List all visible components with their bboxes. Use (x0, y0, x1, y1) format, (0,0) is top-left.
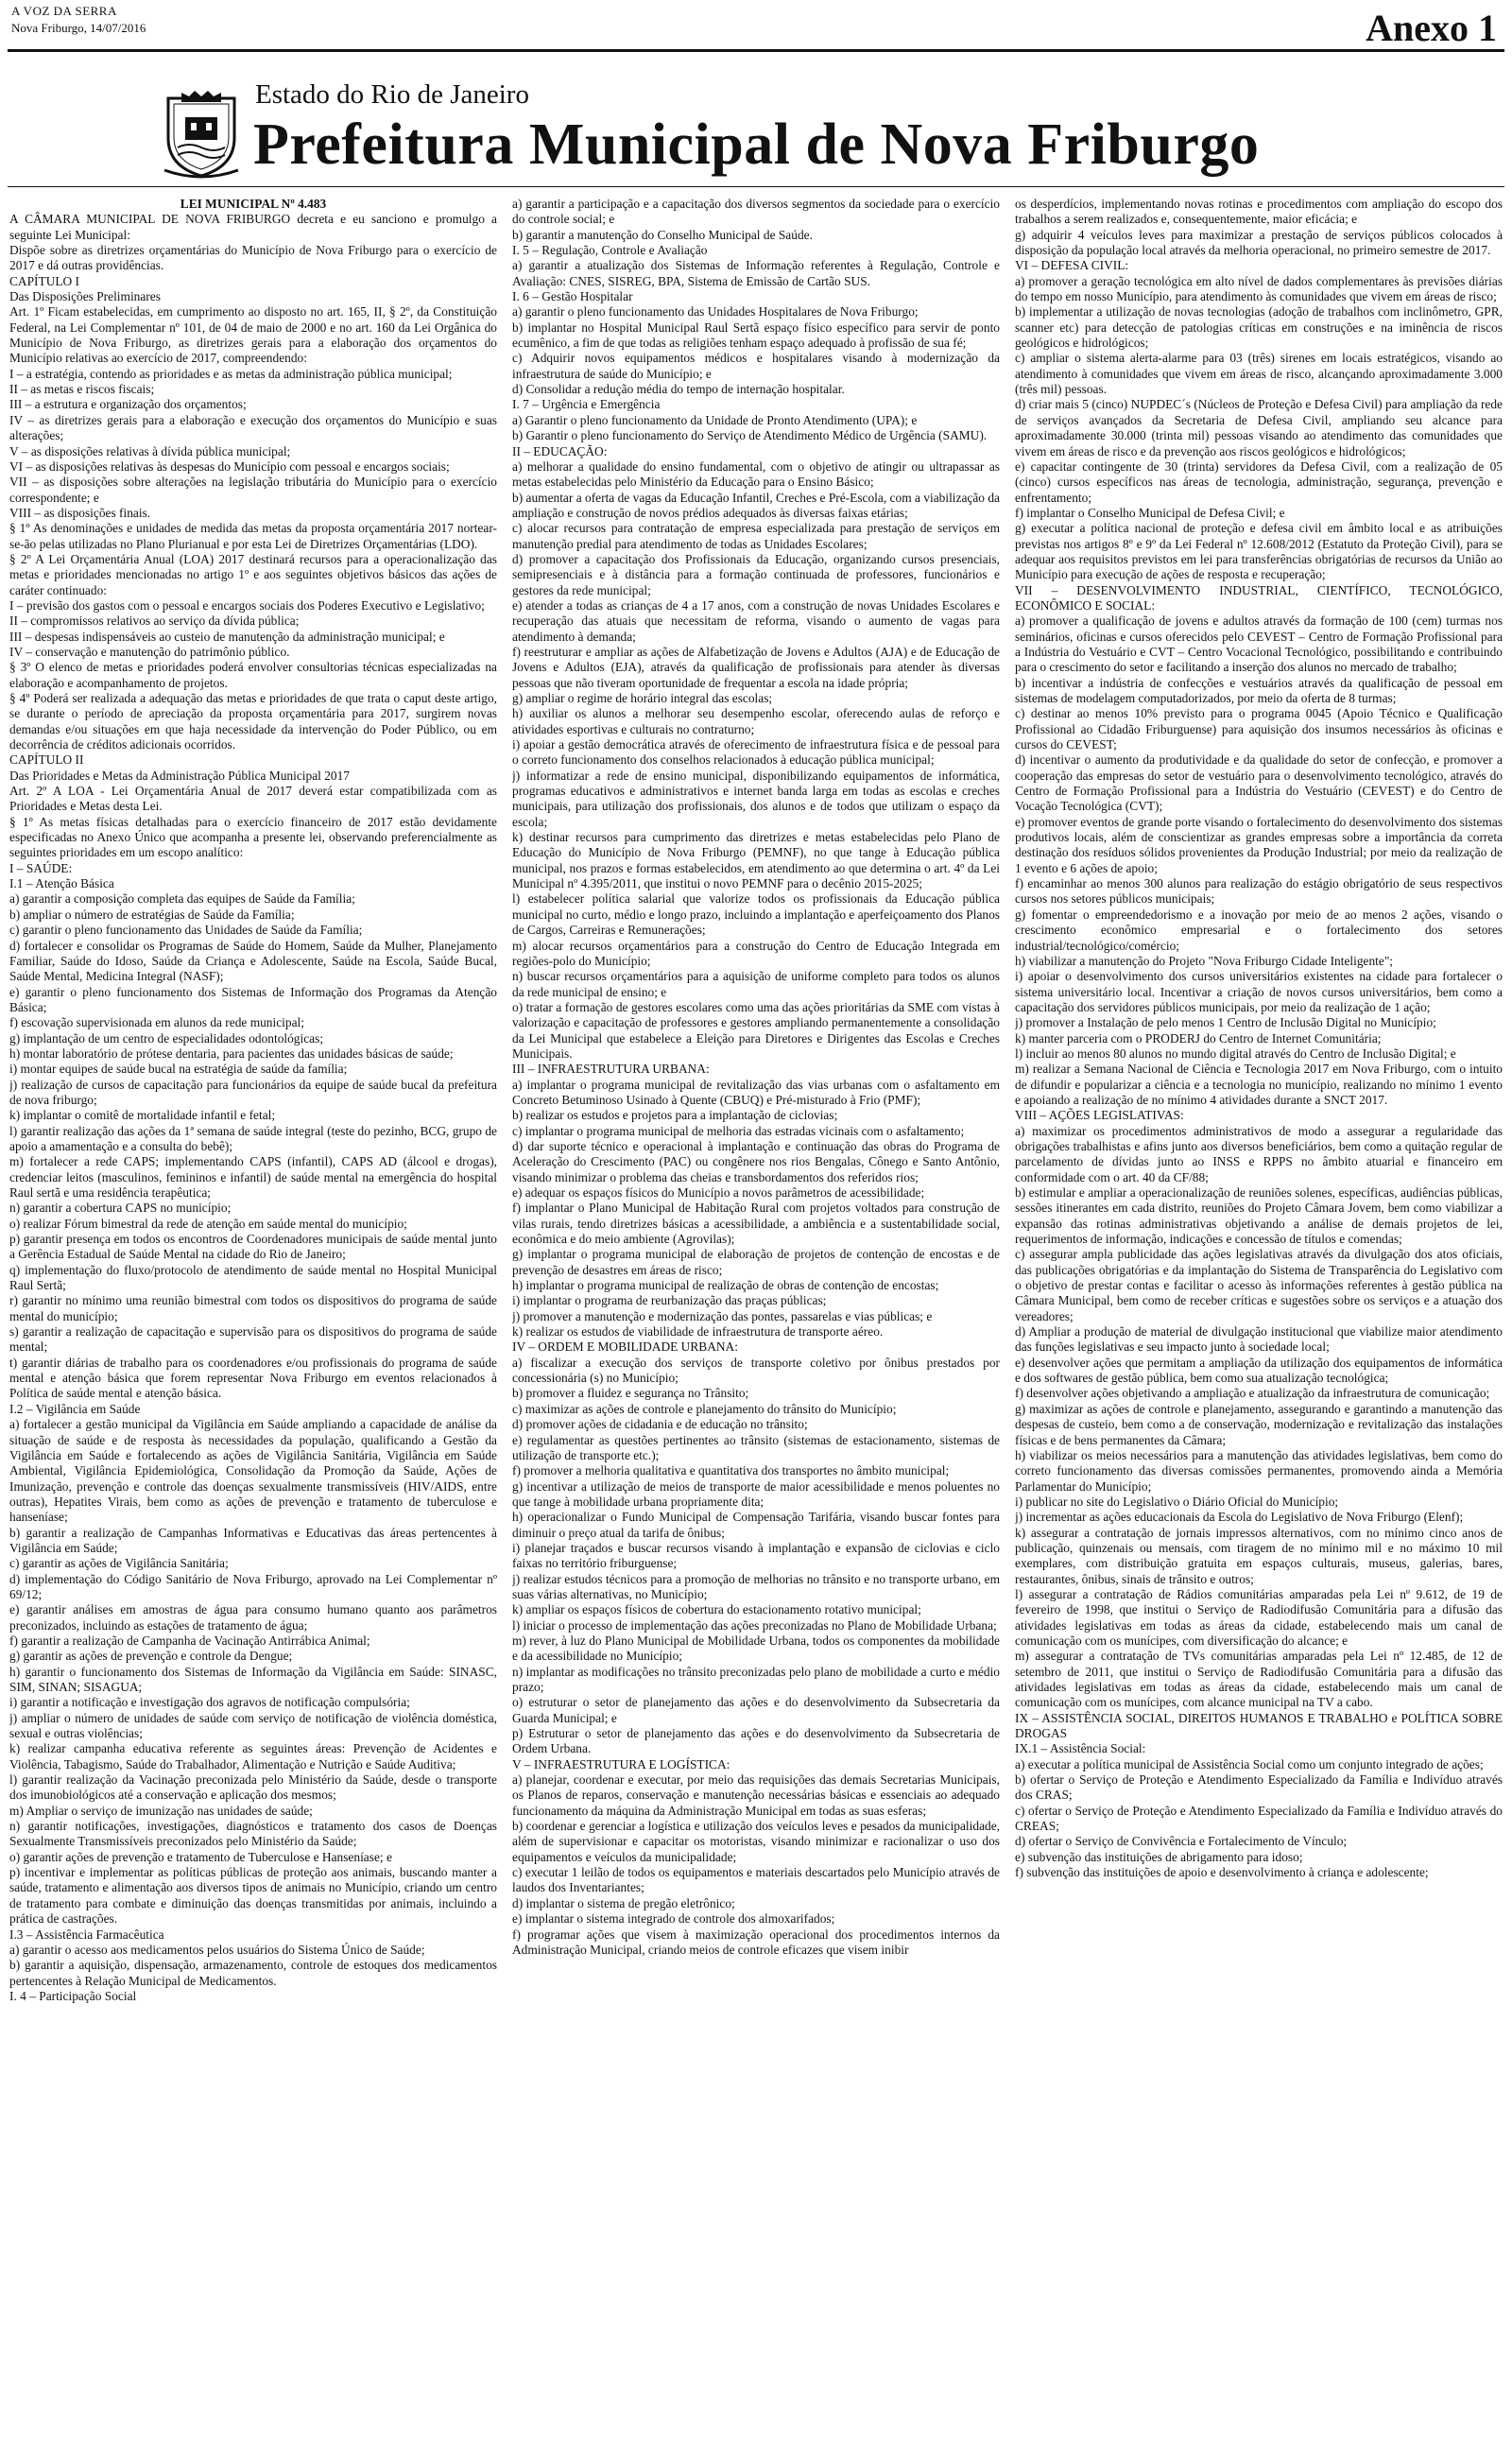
paragraph: o) garantir ações de prevenção e tratamento de Tuberculose e Hanseníase; e (9, 1849, 392, 1864)
paragraph: c) executar 1 leilão de todos os equipamentos e materiais descartados pelo Município através de laudos dos Inventariantes; (512, 1865, 1000, 1895)
paragraph: a) garantir a composição completa das equipes de Saúde da Família; (9, 891, 355, 907)
paragraph: e) regulamentar as questões pertinentes ao trânsito (sistemas de estacionamento, sistemas de utilização de transporte etc.); (512, 1432, 1000, 1462)
paragraph: c) Adquirir novos equipamentos médicos e hospitalares visando à modernização da infraestrutura de saúde do Município; e (512, 351, 1000, 381)
paragraph: I. 5 – Regulação, Controle e Avaliação (512, 243, 708, 258)
paragraph: c) destinar ao menos 10% previsto para o programa 0045 (Apoio Técnico e Qualificação Profissional ao Cidadão Friburguense) para aquisição dos insumos necessários às oficinas e cursos do CEVEST; (1015, 706, 1503, 752)
paragraph: m) rever, à luz do Plano Municipal de Mobilidade Urbana, todos os componentes da mobilidade e da acessibilidade no Município; (512, 1633, 1000, 1664)
paragraph: d) implementação do Código Sanitário de Nova Friburgo, aprovado na Lei Complementar nº 69/12; (9, 1571, 497, 1601)
paragraph: a) executar a política municipal de Assistência Social como um conjunto integrado de ações; (1015, 1756, 1484, 1771)
paragraph: n) garantir notificações, investigações, diagnósticos e tratamento dos casos de Doenças Sexualmente Transmissíveis preconizados pelo Ministério da Saúde; (9, 1819, 497, 1849)
paragraph: k) destinar recursos para cumprimento das diretrizes e metas estabelecidas pelo Plano de Educação do Município de Nova Friburgo (PEMNF), no que tange à Educação pública municipal, nos prazos e formas estabelecidos, em atendimento ao que determina o art. 4º da Lei Municipal nº 4.395/2011, que institui o novo PEMNF para o decênio 2015-2025; (512, 830, 1000, 891)
paragraph: f) programar ações que visem à maximização operacional dos procedimentos internos da Administração Municipal, criando meios de controle eficazes que visem inibir (512, 1927, 1000, 1957)
paragraph: e) garantir análises em amostras de água para consumo humano quanto aos parâmetros preconizados, incluindo as estações de tratamento de água; (9, 1602, 497, 1633)
text-column-2 (512, 197, 1000, 2446)
paragraph: CAPÍTULO II (9, 752, 84, 768)
paragraph: LEI MUNICIPAL Nº 4.483 (180, 197, 327, 211)
paragraph: II – as metas e riscos fiscais; (9, 382, 155, 397)
paragraph: a) garantir o pleno funcionamento das Unidades Hospitalares de Nova Friburgo; (512, 304, 919, 320)
paragraph: a) planejar, coordenar e executar, por meio das requisições das demais Secretarias Municipais, os Planos de reparos, conservação e manutenção necessárias básicas e essenciais ao adequado funcionamento da máquina da Administração Municipal em todas as suas esferas; (512, 1772, 1000, 1818)
paragraph: e) adequar os espaços físicos do Município a novos parâmetros de acessibilidade; (512, 1185, 925, 1200)
paragraph: j) promover a manutenção e modernização das pontes, passarelas e vias públicas; e (512, 1308, 933, 1323)
paragraph: c) alocar recursos para contratação de empresa especializada para prestação de serviços em manutenção predial para atendimento de todas as Unidades Escolares; (512, 521, 1000, 551)
paragraph: d) criar mais 5 (cinco) NUPDEC´s (Núcleos de Proteção e Defesa Civil) para ampliação da rede de serviços avançados da Secretaria de Defesa Civil, ampliando seu alcance para aproximadamente 30.000 (trinta mil) pessoas visando ao atendimento das comunidades que vivem em áreas de risco e da prevenção aos riscos geológicos e hidrológicos; (1015, 397, 1503, 458)
paragraph: l) estabelecer política salarial que valorize todos os profissionais da Educação pública municipal no curto, médio e longo prazo, incluindo a implantação e aperfeiçoamento dos Planos de Cargos, Carreiras e Remunerações; (512, 891, 1000, 938)
paragraph: h) viabilizar a manutenção do Projeto "Nova Friburgo Cidade Inteligente"; (1015, 953, 1394, 968)
paragraph: p) Estruturar o setor de planejamento das ações e do desenvolvimento da Subsecretaria de Ordem Urbana. (512, 1726, 1000, 1756)
paragraph: s) garantir a realização de capacitação e supervisão para os dispositivos do programa de saúde mental; (9, 1324, 497, 1355)
paragraph: IX.1 – Assistência Social: (1015, 1741, 1146, 1756)
paragraph: d) incentivar o aumento da produtividade e da qualidade do setor de confecção, e promover a cooperação das empresas do setor de vestuário para o desenvolvimento tecnológico, através do Centro de Formação Profissional para a Indústria do Vestuário (CEVEST) e do Centro de Vocação Tecnológica (CVT); (1015, 752, 1503, 814)
paragraph: I.1 – Atenção Básica (9, 876, 114, 891)
paragraph: l) garantir realização das ações da 1ª semana de saúde integral (teste do pezinho, BCG, grupo de apoio a amamentação e a consulta do bebê); (9, 1123, 497, 1153)
paragraph: VII – as disposições sobre alterações na legislação tributária do Município para o exercício correspondente; e (9, 475, 497, 505)
paragraph: o) tratar a formação de gestores escolares como uma das ações prioritárias da SME com vistas à valorização e capacitação de professores e gestores ampliando permanentemente a consolidação da Lei Municipal que estabelece a Eleição para Diretores e Dirigentes das Escolas e Creches Municipais. (512, 999, 1000, 1061)
paragraph: p) incentivar e implementar as políticas públicas de proteção aos animais, buscando manter a saúde, tratamento e alimentação aos diversos tipos de animais no Município, criando um centro de tratamento para combate e diminuição das doenças transmitidas por animais, incluindo a prática de castrações. (9, 1865, 497, 1927)
paragraph: g) fomentar o empreendedorismo e a inovação por meio de ao menos 2 ações, visando o crescimento econômico empresarial e o fortalecimento dos setores industrial/tecnológico/comércio; (1015, 907, 1503, 953)
document-body (9, 197, 1503, 2446)
paragraph: m) Ampliar o serviço de imunização nas unidades de saúde; (9, 1803, 313, 1818)
paragraph: a) melhorar a qualidade do ensino fundamental, com o objetivo de atingir ou ultrapassar as metas estabelecidas pelo Ministério da Educação para o Ensino Básico; (512, 458, 1000, 490)
paragraph: b) coordenar e gerenciar a logística e utilização dos veículos leves e pesados da municipalidade, além de supervisionar e capacitar os motoristas, visando minimizar e racionalizar o uso dos equipamentos e veículos da municipalidade; (512, 1819, 1000, 1864)
paragraph: d) Consolidar a redução média do tempo de internação hospitalar. (512, 382, 845, 397)
paragraph: b) Garantir o pleno funcionamento do Serviço de Atendimento Médico de Urgência (SAMU). (512, 428, 988, 443)
paragraph: e) desenvolver ações que permitam a ampliação da utilização dos equipamentos de informática e dos softwares de gestão pública, bem como sua atualização tecnológica; (1015, 1355, 1503, 1386)
paragraph: f) subvenção das instituições de apoio e desenvolvimento à criança e adolescente; (1015, 1865, 1429, 1880)
paragraph: VIII – AÇÕES LEGISLATIVAS: (1015, 1108, 1184, 1123)
paragraph: e) subvenção das instituições de abrigamento para idoso; (1015, 1849, 1303, 1864)
paragraph: i) planejar traçados e buscar recursos visando à implantação e expansão de ciclovias e ciclo faixas no território friburguense; (512, 1540, 1000, 1571)
paragraph: f) garantir a realização de Campanha de Vacinação Antirrábica Animal; (9, 1633, 370, 1648)
publication-name: A VOZ DA SERRA (11, 4, 117, 18)
paragraph: f) implantar o Plano Municipal de Habitação Rural com projetos voltados para construção de vilas rurais, tendo diretrizes básicas a acessibilidade, a ambiência e a sustentabilidade social, econômica e do meio ambiente (Agrovilas); (512, 1201, 1000, 1247)
page-title: Prefeitura Municipal de Nova Friburgo (253, 112, 1260, 177)
paragraph: k) implantar o comitê de mortalidade infantil e fetal; (9, 1108, 276, 1123)
paragraph: f) escovação supervisionada em alunos da rede municipal; (9, 1015, 304, 1030)
paragraph: r) garantir no mínimo uma reunião bimestral com todos os dispositivos do programa de saúde mental do município; (9, 1293, 497, 1323)
paragraph: h) montar laboratório de prótese dentaria, para pacientes das unidades básicas de saúde; (9, 1046, 454, 1061)
paragraph: VI – as disposições relativas às despesas do Município com pessoal e encargos sociais; (9, 458, 450, 474)
paragraph: II – compromissos relativos ao serviço da dívida pública; (9, 614, 300, 629)
paragraph: III – a estrutura e organização dos orçamentos; (9, 397, 247, 412)
paragraph: j) realizar estudos técnicos para a promoção de melhorias no trânsito e no transporte urbano, em suas várias alternativas, no Município; (512, 1571, 1000, 1601)
paragraph: g) maximizar as ações de controle e planejamento, assegurando e garantindo a manutenção das despesas de custeio, bem como a de conservação, modernização e revitalização das instalações físicas e de bens permanentes da Câmara; (1015, 1401, 1503, 1447)
paragraph: k) ampliar os espaços físicos de cobertura do estacionamento rotativo municipal; (512, 1602, 921, 1617)
paragraph: j) incrementar as ações educacionais da Escola do Legislativo de Nova Friburgo (Elenf); (1015, 1510, 1464, 1525)
paragraph: q) implementação do fluxo/protocolo de atendimento de saúde mental no Hospital Municipal Raul Sertã; (9, 1262, 497, 1293)
paragraph: h) operacionalizar o Fundo Municipal de Compensação Tarifária, visando buscar fontes para diminuir o preço atual da tarifa de ônibus; (512, 1510, 1000, 1540)
paragraph: b) garantir a aquisição, dispensação, armazenamento, controle de estoques dos medicamentos pertencentes à Relação Municipal de Medicamentos. (9, 1958, 497, 1988)
paragraph: o) estruturar o setor de planejamento das ações e do desenvolvimento da Subsecretaria da Guarda Municipal; e (512, 1695, 1000, 1725)
paragraph: b) ofertar o Serviço de Proteção e Atendimento Especializado da Família e Indivíduo através dos CRAS; (1015, 1772, 1503, 1803)
paragraph: § 2º A Lei Orçamentária Anual (LOA) 2017 destinará recursos para a operacionalização das metas e prioridades mencionadas no artigo 1º e aos seguintes objetivos básicos das ações de caráter continuado: (9, 551, 497, 597)
paragraph: n) buscar recursos orçamentários para a aquisição de uniforme completo para todos os alunos da rede municipal de ensino; e (512, 969, 1000, 999)
header-divider (8, 186, 1504, 187)
paragraph: I – a estratégia, contendo as prioridades e as metas da administração pública municipal; (9, 366, 453, 381)
paragraph: o) realizar Fórum bimestral da rede de atenção em saúde mental do município; (9, 1216, 407, 1231)
paragraph: b) garantir a realização de Campanhas Informativas e Educativas das áreas pertencentes à Vigilância em Saúde; (9, 1525, 497, 1555)
paragraph: I.2 – Vigilância em Saúde (9, 1401, 141, 1416)
paragraph: h) garantir o funcionamento dos Sistemas de Informação da Vigilância em Saúde: SINASC, SIM, SINAN; SISAGUA; (9, 1664, 497, 1694)
paragraph: p) garantir presença em todos os encontros de Coordenadores municipais de saúde mental junto a Gerência Estadual de Saúde Mental na cidade do Rio de Janeiro; (9, 1232, 497, 1262)
paragraph: e) atender a todas as crianças de 4 a 17 anos, com a construção de novas Unidades Escolares e recuperação das atuais que necessitam de reforma, visando o aumento de vagas para atendimento à demanda; (512, 597, 1000, 644)
paragraph: j) informatizar a rede de ensino municipal, disponibilizando equipamentos de informática, programas educativos e administrativos e internet banda larga em todas as escolas e creches municipais, para utilização dos profissionais, dos alunos e de todos que utilizam o espaço da escola; (512, 768, 1000, 829)
paragraph: f) implantar o Conselho Municipal de Defesa Civil; e (1015, 505, 1285, 520)
paragraph: n) implantar as modificações no trânsito preconizadas pelo plano de mobilidade a curto e médio prazo; (512, 1664, 1000, 1694)
paragraph: i) garantir a notificação e investigação dos agravos de notificação compulsória; (9, 1695, 410, 1710)
paragraph: n) garantir a cobertura CAPS no município; (9, 1201, 232, 1216)
paragraph: g) executar a política nacional de proteção e defesa civil em âmbito local e as atribuições previstas nos artigos 8º e 9º da Lei Federal nº 12.608/2012 (Estatuto da Proteção Civil), para se adequar aos requisitos previstos em lei para transferências obrigatórias de recursos da União ao Município para execução de ações de resposta e recuperação; (1015, 521, 1503, 582)
paragraph: § 3º O elenco de metas e prioridades poderá envolver consultorias técnicas especializadas na elaboração e acompanhamento de projetos. (9, 660, 497, 690)
paragraph: h) auxiliar os alunos a melhorar seu desempenho escolar, oferecendo aulas de reforço e atividades esportivas e culturais no contraturno; (512, 706, 1000, 736)
paragraph: I. 7 – Urgência e Emergência (512, 397, 661, 412)
paragraph: m) assegurar a contratação de TVs comunitárias amparadas pela Lei nº 12.485, de 12 de setembro de 2011, que institui o Serviço de Radiodifusão Comunitária para a difusão das atividades legislativas em todas as áreas da cidade, estabelecendo mais um canal de comunicação com os munícipes, com alcance municipal na TV a cabo. (1015, 1649, 1503, 1710)
paragraph: b) aumentar a oferta de vagas da Educação Infantil, Creches e Pré-Escola, com a viabilização da ampliação e construção de novos prédios adequados às diversas faixas etárias; (512, 490, 1000, 520)
paragraph: c) ampliar o sistema alerta-alarme para 03 (três) sirenes em locais estratégicos, visando ao atendimento à comunidades que vivem em áreas de risco, alcançando aproximadamente 3.000 (três mil) pessoas. (1015, 351, 1503, 397)
paragraph: I – previsão dos gastos com o pessoal e encargos sociais dos Poderes Executivo e Legislativo; (9, 597, 485, 613)
paragraph: § 1º As metas físicas detalhadas para o exercício financeiro de 2017 estão devidamente especificadas no Anexo Único que acompanha a presente lei, observando preferencialmente as seguintes prioridades em um escopo analítico: (9, 814, 497, 860)
paragraph: h) implantar o programa municipal de realização de obras de contenção de encostas; (512, 1278, 939, 1293)
paragraph: m) fortalecer a rede CAPS; implementando CAPS (infantil), CAPS AD (álcool e drogas), credenciar leitos (masculinos, femininos e infantil) de saúde mental na emergência do hospital Raul sertã e uma residência terapêutica; (9, 1154, 497, 1200)
paragraph: § 1º As denominações e unidades de medida das metas da proposta orçamentária 2017 nortear-se-ão pelas utilizadas no Plano Plurianual e por esta Lei de Diretrizes Orçamentárias (LDO). (9, 521, 497, 551)
paragraph: j) realização de cursos de capacitação para funcionários da equipe de saúde bucal da prefeitura de nova friburgo; (9, 1077, 497, 1107)
paragraph: VIII – as disposições finais. (9, 505, 151, 520)
paragraph: d) ofertar o Serviço de Convivência e Fortalecimento de Vínculo; (1015, 1834, 1348, 1849)
paragraph: k) realizar campanha educativa referente as seguintes áreas: Prevenção de Acidentes e Violência, Tabagismo, Saúde do Trabalhador, Alimentação e Nutrição e Saúde Auditiva; (9, 1741, 497, 1771)
paragraph: c) implantar o programa municipal de melhoria das estradas vicinais com o asfaltamento; (512, 1123, 965, 1138)
paragraph: i) publicar no site do Legislativo o Diário Oficial do Município; (1015, 1494, 1339, 1509)
paragraph: f) desenvolver ações objetivando a ampliação e atualização da infraestrutura de comunicação; (1015, 1386, 1490, 1401)
paragraph: l) assegurar a contratação de Rádios comunitárias amparadas pela Lei nº 9.612, de 19 de fevereiro de 1998, que institui o Serviço de Radiodifusão Comunitária para a difusão das atividades legislativas em todas as áreas da cidade, estabelecendo mais um canal de comunicação com os munícipes, com diversificação do alcance; e (1015, 1586, 1503, 1648)
paragraph: e) implantar o sistema integrado de controle dos almoxarifados; (512, 1911, 835, 1927)
paragraph: a) Garantir o pleno funcionamento da Unidade de Pronto Atendimento (UPA); e (512, 412, 918, 427)
paragraph: g) garantir as ações de prevenção e controle da Dengue; (9, 1649, 293, 1664)
paragraph: c) assegurar ampla publicidade das ações legislativas através da divulgação dos atos oficiais, das publicações obrigatórias e da implantação do Sistema de Transparência do Legislativo com o objetivo de prestar contas e facilitar o acesso às informações referentes à gestão pública na Câmara Municipal, bem como de receber críticas e sugestões sobre os serviços e a atuação dos vereadores; (1015, 1247, 1503, 1323)
annex-label: Anexo 1 (1366, 7, 1497, 49)
paragraph: m) realizar a Semana Nacional de Ciência e Tecnologia 2017 em Nova Friburgo, com o intuito de difundir e popularizar a ciência e a tecnologia no município, realizando no mínimo 1 evento e apoiando a realização de no mínimo 4 atividades durante a SNCT 2017. (1015, 1062, 1503, 1107)
paragraph: e) garantir o pleno funcionamento dos Sistemas de Informação dos Programas da Atenção Básica; (9, 984, 497, 1014)
paragraph: f) promover a melhoria qualitativa e quantitativa dos transportes no âmbito municipal; (512, 1463, 950, 1478)
paragraph: VII – DESENVOLVIMENTO INDUSTRIAL, CIENTÍFICO, TECNOLÓGICO, ECONÔMICO E SOCIAL: (1015, 582, 1503, 613)
paragraph: m) alocar recursos orçamentários para a construção do Centro de Educação Integrada em regiões-polo do Município; (512, 938, 1000, 968)
paragraph: l) iniciar o processo de implementação das ações preconizadas no Plano de Mobilidade Urbana; (512, 1617, 997, 1633)
paragraph: d) promover ações de cidadania e de educação no trânsito; (512, 1417, 808, 1432)
paragraph: g) incentivar a utilização de meios de transporte de maior acessibilidade e menos poluentes no que tange à mobilidade urbana propriamente dita; (512, 1478, 1000, 1509)
paragraph: Das Prioridades e Metas da Administração Pública Municipal 2017 (9, 768, 350, 783)
paragraph: a) garantir a participação e a capacitação dos diversos segmentos da sociedade para o exercício do controle social; e (512, 197, 1000, 227)
paragraph: e) capacitar contingente de 30 (trinta) servidores da Defesa Civil, com a realização de 05 (cinco) cursos específicos nas áreas de tecnologia, administração, segurança, prevenção e enfrentamento; (1015, 458, 1503, 505)
paragraph: III – INFRAESTRUTURA URBANA: (512, 1062, 710, 1077)
paragraph: a) garantir a atualização dos Sistemas de Informação referentes à Regulação, Controle e Avaliação: CNES, SISREG, BPA, Sistema de Emissão de Cartão SUS. (512, 258, 1000, 288)
paragraph: t) garantir diárias de trabalho para os coordenadores e/ou profissionais do programa de saúde mental e atenção básica que forem representar Nova Friburgo em eventos relacionados à Política de saúde mental e atenção básica. (9, 1355, 497, 1401)
paragraph: g) implantar o programa municipal de elaboração de projetos de contenção de encostas e de prevenção de desastres em áreas de risco; (512, 1247, 1000, 1277)
paragraph: k) assegurar a contratação de jornais impressos alternativos, com no mínimo cinco anos de publicação, quinzenais ou mensais, com tiragem de no mínimo mil e no máximo 10 mil exemplares, com distribuição gratuita em espaços culturais, museus, galerias, bares, restaurantes, ônibus, sinais de trânsito e outros; (1015, 1525, 1503, 1586)
paragraph: i) apoiar a gestão democrática através de oferecimento de infraestrutura física e de pessoal para o correto funcionamento dos conselhos relacionados à educação pública municipal; (512, 737, 1000, 768)
paragraph: IV – as diretrizes gerais para a elaboração e execução dos orçamentos do Município e suas alterações; (9, 412, 497, 443)
text-column-1 (9, 197, 497, 2446)
paragraph: I. 6 – Gestão Hospitalar (512, 289, 633, 304)
paragraph: Dispõe sobre as diretrizes orçamentárias do Município de Nova Friburgo para o exercício de 2017 e dá outras providências. (9, 243, 497, 273)
paragraph: a) promover a qualificação de jovens e adultos através da formação de 100 (cem) turmas nos seminários, oficinas e cursos oferecidos pelo CEVEST – Centro de Formação Profissional para a Indústria do Vestuário e CVT – Centro Vocacional Tecnológico, possibilitando e contribuindo para o crescimento do setor e facilitando a inserção dos alunos no mercado de trabalho; (1015, 614, 1503, 675)
paragraph: b) promover a fluidez e segurança no Trânsito; (512, 1386, 749, 1401)
paragraph: a) garantir o acesso aos medicamentos pelos usuários do Sistema Único de Saúde; (9, 1942, 425, 1957)
paragraph: a) fortalecer a gestão municipal da Vigilância em Saúde ampliando a capacidade de análise da situação de saúde e de resposta às necessidades da população, qualificando a Gestão da Vigilância em Saúde e fortalecendo as ações de Vigilância Sanitária, Vigilância em Saúde Ambiental, Vigilância Epidemiológica, Consolidação da Promoção da Saúde, Ações de Imunização, prevenção e controle das doenças sexualmente transmissíveis (HIV/AIDS, entre outras), Hepatites Virais, bem como as ações de prevenção e tratamento de tuberculose e hanseníase; (9, 1417, 497, 1525)
paragraph: os desperdícios, implementando novas rotinas e procedimentos com ampliação do escopo dos trabalhos a serem realizados e, consequentemente, maior eficácia; e (1015, 197, 1503, 227)
paragraph: d) implantar o sistema de pregão eletrônico; (512, 1895, 735, 1910)
paragraph: i) apoiar o desenvolvimento dos cursos universitários existentes na cidade para fortalecer o sistema universitário local. Incentivar a criação de novos cursos universitários, bem como a capacitação dos servidores públicos municipais, por meio da realização de 1 ação; (1015, 969, 1503, 1014)
paragraph: c) maximizar as ações de controle e planejamento do trânsito do Município; (512, 1401, 897, 1416)
paragraph: I. 4 – Participação Social (9, 1988, 137, 2003)
paragraph: a) implantar o programa municipal de revitalização das vias urbanas com o asfaltamento em Concreto Betuminoso Usinado à Quente (CBUQ) e Pré-misturado à Frio (PMF); (512, 1077, 1000, 1107)
paragraph: g) ampliar o regime de horário integral das escolas; (512, 691, 773, 705)
paragraph: V – INFRAESTRUTURA E LOGÍSTICA: (512, 1756, 730, 1771)
paragraph: b) realizar os estudos e projetos para a implantação de ciclovias; (512, 1108, 838, 1123)
paragraph: a) fiscalizar a execução dos serviços de transporte coletivo por ônibus prestados por concessionária (s) no Município; (512, 1355, 1000, 1386)
paragraph: IX – ASSISTÊNCIA SOCIAL, DIREITOS HUMANOS E TRABALHO e POLÍTICA SOBRE DROGAS (1015, 1710, 1503, 1741)
paragraph: b) garantir a manutenção do Conselho Municipal de Saúde. (512, 227, 813, 242)
top-divider (8, 49, 1504, 52)
paragraph: b) ampliar o número de estratégias de Saúde da Família; (9, 907, 295, 922)
paragraph: j) ampliar o número de unidades de saúde com serviço de notificação de violência doméstica, sexual e outras violências; (9, 1710, 497, 1741)
paragraph: II – EDUCAÇÃO: (512, 443, 608, 458)
paragraph: k) manter parceria com o PRODERJ do Centro de Internet Comunitária; (1015, 1030, 1382, 1046)
paragraph: d) promover a capacitação dos Profissionais da Educação, organizando cursos presenciais, semipresenciais e à distância para a formação continuada de professores, funcionários e gestores da rede municipal; (512, 551, 1000, 597)
paragraph: g) implantação de um centro de especialidades odontológicas; (9, 1030, 324, 1046)
paragraph: h) viabilizar os meios necessários para a manutenção das atividades legislativas, bem como do correto funcionamento das diversas comissões permanentes, promovendo ainda a Memória Parlamentar do Município; (1015, 1447, 1503, 1494)
paragraph: f) reestruturar e ampliar as ações de Alfabetização de Jovens e Adultos (AJA) e de Educação de Jovens e Adultos (EJA), através da qualificação de profissionais para atender às diversas pessoas que não tiveram oportunidade de frequentar a escola na idade própria; (512, 644, 1000, 690)
paragraph: V – as disposições relativas à dívida pública municipal; (9, 443, 291, 458)
paragraph: d) fortalecer e consolidar os Programas de Saúde do Homem, Saúde da Mulher, Planejamento Familiar, Saúde do Idoso, Saúde da Criança e Adolescente, Saúde na Escola, Saúde Bucal, Saúde Mental, Medicina Integral (NASF); (9, 938, 497, 984)
paragraph: § 4º Poderá ser realizada a adequação das metas e prioridades de que trata o caput deste artigo, se durante o período de apreciação da proposta orçamentária para 2017, surgirem novas demandas e/ou situações em que haja necessidade da intervenção do Poder Público, ou em decorrência de créditos adicionais ocorridos. (9, 691, 497, 752)
paragraph: CAPÍTULO I (9, 273, 80, 288)
paragraph: i) implantar o programa de reurbanização das praças públicas; (512, 1293, 827, 1308)
paragraph: Das Disposições Preliminares (9, 289, 161, 304)
paragraph: A CÂMARA MUNICIPAL DE NOVA FRIBURGO decreta e eu sanciono e promulgo a seguinte Lei Municipal: (9, 212, 497, 242)
paragraph: a) promover a geração tecnológica em alto nível de dados complementares às previsões diárias do tempo em nosso Município, para atendimento às comunidades que vivem em áreas de risco; (1015, 273, 1503, 304)
paragraph: I – SAÚDE: (9, 860, 73, 875)
paragraph: d) Ampliar a produção de material de divulgação institucional que viabilize maior atendimento das funções legislativas e seu impacto junto à sociedade local; (1015, 1324, 1503, 1355)
paragraph: b) estimular e ampliar a operacionalização de reuniões solenes, específicas, audiências públicas, sessões itinerantes em cada distrito, reuniões do Projeto Câmara Jovem, bem como viabilizar a expansão das rotinas administrativas objetivando a análise de demais projetos de lei, requerimentos de informação, indicações e concessão de títulos e comendas; (1015, 1185, 1503, 1247)
paragraph: g) adquirir 4 veículos leves para maximizar a prestação de serviços públicos colocados à disposição da população local através da melhoria operacional, no primeiro semestre de 2017. (1015, 227, 1503, 258)
paragraph: l) garantir realização da Vacinação preconizada pelo Ministério da Saúde, desde o transporte dos imunobiológicos até a conservação e aplicação dos mesmos; (9, 1772, 497, 1803)
paragraph: f) encaminhar ao menos 300 alunos para realização do estágio obrigatório de seus respectivos cursos nos setores públicos municipais; (1015, 876, 1503, 907)
paragraph: b) incentivar a indústria de confecções e vestuários através da qualificação de pessoal em sistemas de modelagem computadorizados, por meio da oferta de 8 turmas; (1015, 675, 1503, 705)
paragraph: c) garantir as ações de Vigilância Sanitária; (9, 1556, 229, 1571)
paragraph: III – despesas indispensáveis ao custeio de manutenção da administração municipal; e (9, 629, 445, 644)
paragraph: d) dar suporte técnico e operacional à implantação e continuação das obras do Programa de Aceleração do Crescimento (PAC) ou congênere nos rios Bengalas, Cônego e Santo Antônio, visando minimizar o problema das cheias e transbordamentos dos referidos rios; (512, 1138, 1000, 1184)
paragraph: VI – DEFESA CIVIL: (1015, 258, 1129, 273)
paragraph: b) implementar a utilização de novas tecnologias (adoção de trabalhos com inclinômetro, GPR, scanner etc) para detecção de patologias críticas em construções e na iminência de riscos geológicos e hidrológicos; (1015, 304, 1503, 351)
paragraph: IV – ORDEM E MOBILIDADE URBANA: (512, 1339, 738, 1355)
paragraph: l) incluir ao menos 80 alunos no mundo digital através do Centro de Inclusão Digital; e (1015, 1046, 1456, 1061)
paragraph: e) promover eventos de grande porte visando o fortalecimento do desenvolvimento dos sistemas produtivos locais, além de conscientizar as grandes empresas sobre a importância da correta destinação dos resíduos sólidos provenientes da Produção Industrial; por meio da realização de 1 evento e 6 ações de apoio; (1015, 814, 1503, 875)
paragraph: a) maximizar os procedimentos administrativos de modo a assegurar a regularidade das obrigações trabalhistas e afins junto aos diversos beneficiários, bem como a quitação regular de parcelamento de dívidas junto ao INSS e RPPS no âmbito atuarial e financeiro em conformidade com o art. 40 da CF/88; (1015, 1123, 1503, 1184)
publication-date: Nova Friburgo, 14/07/2016 (11, 21, 146, 35)
state-name: Estado do Rio de Janeiro (255, 79, 529, 110)
paragraph: b) implantar no Hospital Municipal Raul Sertã espaço físico específico para servir de ponto ecumênico, a fim de que todas as religiões tenham espaço adequado à profissão de sua fé; (512, 320, 1000, 351)
paragraph: c) ofertar o Serviço de Proteção e Atendimento Especializado da Família e Indivíduo através do CREAS; (1015, 1803, 1503, 1834)
paragraph: I.3 – Assistência Farmacêutica (9, 1927, 164, 1942)
paragraph: IV – conservação e manutenção do patrimônio público. (9, 644, 290, 659)
paragraph: Art. 1º Ficam estabelecidas, em cumprimento ao disposto no art. 165, II, § 2º, da Constituição Federal, na Lei Complementar nº 101, de 04 de maio de 2000 e no art. 160 da Lei Orgânica do Município de Nova Friburgo, as diretrizes gerais para a elaboração dos orçamentos do Município relativas ao exercício de 2017, compreendendo: (9, 304, 497, 366)
city-crest-icon (159, 89, 244, 180)
paragraph: c) garantir o pleno funcionamento das Unidades de Saúde da Família; (9, 923, 363, 938)
paragraph: i) montar equipes de saúde bucal na estratégia de saúde da família; (9, 1062, 348, 1077)
paragraph: j) promover a Instalação de pelo menos 1 Centro de Inclusão Digital no Município; (1015, 1015, 1436, 1030)
masthead (0, 0, 1512, 49)
paragraph: k) realizar os estudos de viabilidade de infraestrutura de transporte aéreo. (512, 1324, 884, 1339)
text-column-3 (1015, 197, 1503, 2446)
paragraph: Art. 2º A LOA - Lei Orçamentária Anual de 2017 deverá estar compatibilizada com as Prioridades e Metas desta Lei. (9, 784, 497, 814)
